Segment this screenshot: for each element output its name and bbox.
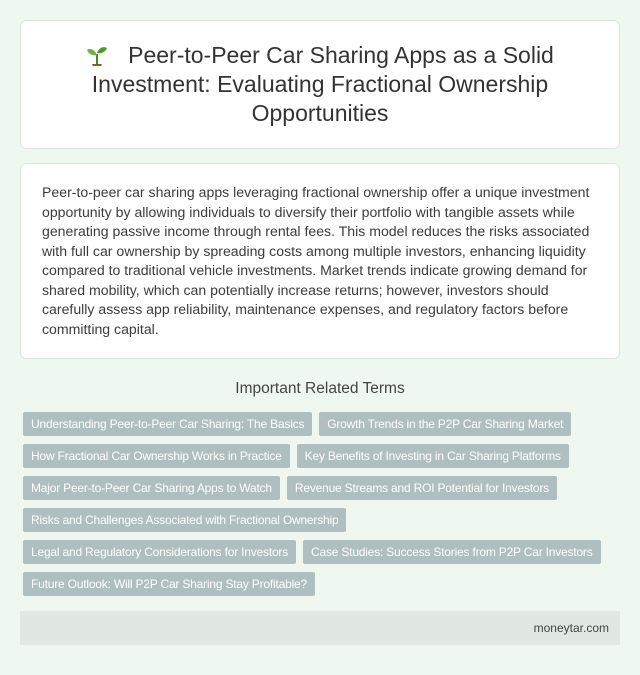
term-tag[interactable]: How Fractional Car Ownership Works in Practice xyxy=(23,444,290,468)
page-title xyxy=(51,41,589,128)
term-tag[interactable]: Future Outlook: Will P2P Car Sharing Stay Profitable? xyxy=(23,572,315,596)
summary-text: Peer-to-peer car sharing apps leveraging fractional ownership offer a unique investment opportunity by allowing individuals to diversify their portfolio with tangible assets while generating passive income through rental fees. This model reduces the risks associated with full car ownership by spreading costs among multiple investors, enhancing liquidity compared to traditional vehicle investments. Market trends indicate growing demand for shared mobility, which can potentially increase returns; however, investors should carefully assess app reliability, maintenance expenses, and regulatory factors before committing capital. xyxy=(42,184,590,337)
term-tag[interactable]: Revenue Streams and ROI Potential for Investors xyxy=(287,476,557,500)
term-row xyxy=(23,412,623,436)
term-tag[interactable]: Understanding Peer-to-Peer Car Sharing: The Basics xyxy=(23,412,312,436)
summary-card xyxy=(20,163,620,359)
related-terms-heading: Important Related Terms xyxy=(235,380,405,397)
sprout-icon xyxy=(86,44,108,66)
term-tag[interactable]: Legal and Regulatory Considerations for Investors xyxy=(23,540,296,564)
term-tag[interactable]: Case Studies: Success Stories from P2P Car Investors xyxy=(303,540,601,564)
term-row xyxy=(23,508,623,532)
related-terms-list xyxy=(23,412,623,604)
term-row xyxy=(23,444,623,468)
term-tag[interactable]: Risks and Challenges Associated with Fractional Ownership xyxy=(23,508,346,532)
term-tag[interactable]: Key Benefits of Investing in Car Sharing Platforms xyxy=(297,444,569,468)
term-tag[interactable]: Growth Trends in the P2P Car Sharing Market xyxy=(319,412,571,436)
footer xyxy=(20,611,620,645)
footer-site-link[interactable]: moneytar.com xyxy=(533,621,609,635)
term-row xyxy=(23,476,623,500)
term-tag[interactable]: Major Peer-to-Peer Car Sharing Apps to Watch xyxy=(23,476,280,500)
title-card xyxy=(20,20,620,149)
term-row xyxy=(23,540,623,564)
term-row xyxy=(23,572,623,596)
page-title-text: Peer-to-Peer Car Sharing Apps as a Solid Investment: Evaluating Fractional Ownership Opportunities xyxy=(91,42,554,126)
